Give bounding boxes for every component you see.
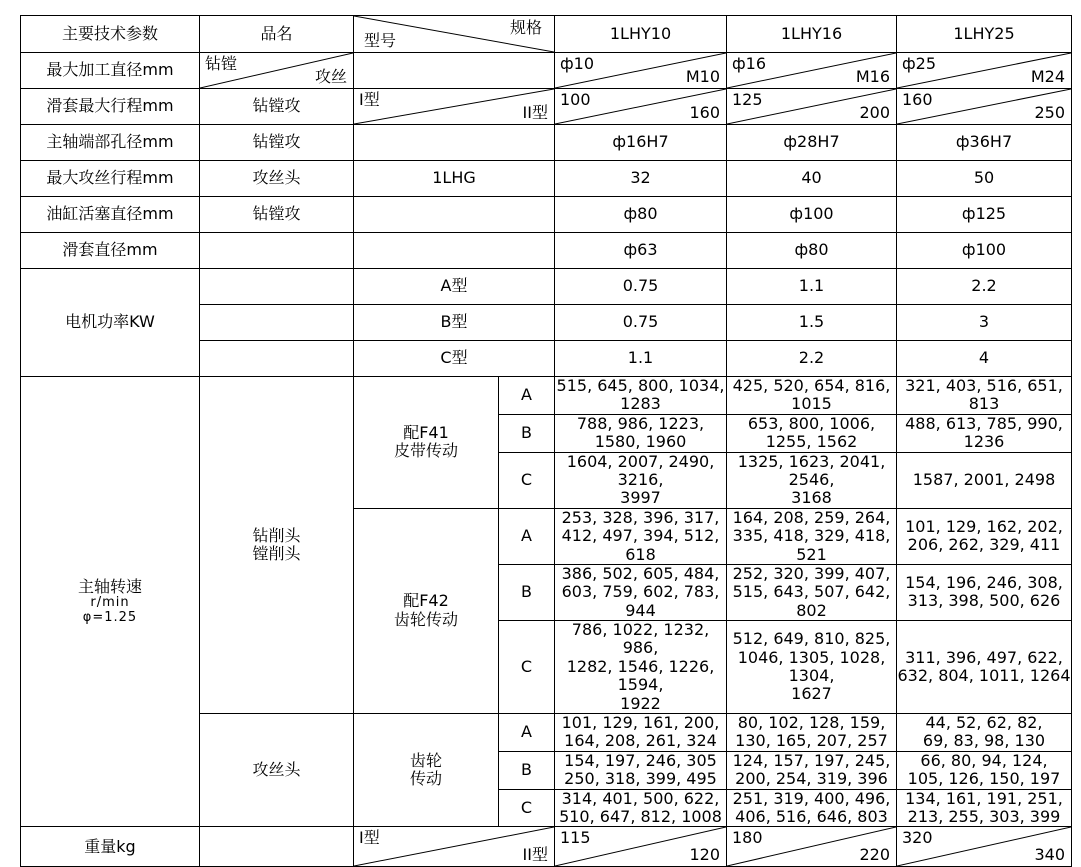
value-tap: M16	[855, 66, 890, 86]
tap-stroke-1lhy10: 32	[555, 161, 727, 197]
empty-cell	[200, 305, 354, 341]
type-ii: II型	[522, 844, 548, 864]
model-1lhy10: 1LHY10	[555, 16, 727, 53]
speed-cell: 786, 1022, 1232, 986, 1282, 1546, 1226, 1594, 1922	[555, 621, 727, 714]
type-key: B	[499, 414, 555, 452]
bore-head-label: 镗削头	[252, 544, 301, 564]
type-i: I型	[359, 828, 380, 848]
piston-1lhy10: ф80	[555, 197, 727, 233]
piston-1lhy16: ф100	[727, 197, 897, 233]
value-type-ii: 220	[859, 844, 890, 864]
value-type-i: 180	[732, 828, 763, 848]
row-stroke	[21, 89, 1072, 125]
value-type-ii: 160	[689, 102, 720, 122]
name-tap: 攻丝	[314, 66, 347, 86]
speed-cell: 1587, 2001, 2498	[897, 452, 1072, 508]
header-model: 型号	[364, 30, 397, 50]
speed-cell: 44, 52, 62, 82, 69, 83, 98, 130	[897, 714, 1072, 752]
name-max-dia	[200, 53, 354, 89]
power-a-1lhy10: 0.75	[555, 269, 727, 305]
empty-cell	[200, 233, 354, 269]
label-power: 电机功率KW	[21, 269, 200, 377]
speed-cell: 425, 520, 654, 816, 1015	[727, 377, 897, 415]
type-key: C	[499, 789, 555, 827]
empty-cell	[354, 197, 555, 233]
power-type-b: B型	[354, 305, 555, 341]
drill-head-label: 钻削头	[252, 525, 301, 545]
speed-cell: 1604, 2007, 2490, 3216, 3997	[555, 452, 727, 508]
value-type-i: 100	[560, 90, 591, 109]
tap-stroke-1lhy16: 40	[727, 161, 897, 197]
f41-label: 配F41	[403, 422, 449, 442]
label-tap-stroke: 最大攻丝行程mm	[21, 161, 200, 197]
type-key: A	[499, 508, 555, 564]
row-weight	[21, 827, 1072, 867]
model-1lhg: 1LHG	[354, 161, 555, 197]
empty-cell	[200, 827, 354, 867]
f42-label: 配F42	[403, 591, 449, 611]
empty-cell	[354, 125, 555, 161]
speed-cell: 124, 157, 197, 245, 200, 254, 319, 396	[727, 751, 897, 789]
gear-drive-label: 齿轮传动	[393, 609, 458, 629]
value-type-i: 115	[560, 828, 591, 848]
value-type-i: 160	[902, 90, 933, 109]
header-param: 主要技术参数	[21, 16, 200, 53]
value-type-ii: 250	[1034, 102, 1065, 122]
power-c-1lhy10: 1.1	[555, 341, 727, 377]
speed-cell: 488, 613, 785, 990, 1236	[897, 414, 1072, 452]
stroke-1lhy16	[727, 89, 897, 125]
row-max-dia	[21, 53, 1072, 89]
speed-cell: 164, 208, 259, 264, 335, 418, 329, 418, 521	[727, 508, 897, 564]
power-a-1lhy25: 2.2	[897, 269, 1072, 305]
speed-cell: 1325, 1623, 2041, 2546, 3168	[727, 452, 897, 508]
header-spec: 规格	[509, 18, 542, 37]
sleeve-1lhy25: ф100	[897, 233, 1072, 269]
power-type-c: C型	[354, 341, 555, 377]
row-power-a	[21, 269, 1072, 305]
name-piston: 钻镗攻	[200, 197, 354, 233]
type-key: B	[499, 564, 555, 620]
name-drill-head	[200, 377, 354, 714]
model-1lhy25: 1LHY25	[897, 16, 1072, 53]
name-tap-stroke: 攻丝头	[200, 161, 354, 197]
speed-title: 主轴转速	[77, 576, 142, 596]
power-type-a: A型	[354, 269, 555, 305]
weight-type	[354, 827, 555, 867]
speed-cell: 314, 401, 500, 622, 510, 647, 812, 1008	[555, 789, 727, 827]
stroke-1lhy10	[555, 89, 727, 125]
value-tap: M10	[685, 66, 720, 86]
type-ii: II型	[522, 102, 548, 122]
name-drill-bore: 钻镗	[205, 54, 238, 73]
header-name: 品名	[200, 16, 354, 53]
label-weight: 重量kg	[21, 827, 200, 867]
empty-cell	[354, 53, 555, 89]
drive-label: 传动	[409, 769, 442, 789]
power-b-1lhy16: 1.5	[727, 305, 897, 341]
name-stroke: 钻镗攻	[200, 89, 354, 125]
weight-1lhy25	[897, 827, 1072, 867]
label-sleeve: 滑套直径mm	[21, 233, 200, 269]
power-b-1lhy25: 3	[897, 305, 1072, 341]
speed-cell: 788, 986, 1223, 1580, 1960	[555, 414, 727, 452]
type-i: I型	[359, 90, 380, 109]
value-type-ii: 120	[689, 844, 720, 864]
value-drill: ф25	[902, 54, 937, 73]
speed-cell: 512, 649, 810, 825, 1046, 1305, 1028, 1304, 1627	[727, 621, 897, 714]
max-dia-1lhy16	[727, 53, 897, 89]
label-stroke: 滑套最大行程mm	[21, 89, 200, 125]
sleeve-1lhy10: ф63	[555, 233, 727, 269]
drive-f42	[354, 508, 499, 713]
row-speed-f41-a	[21, 377, 1072, 415]
tap-stroke-1lhy25: 50	[897, 161, 1072, 197]
max-dia-1lhy25	[897, 53, 1072, 89]
type-key: C	[499, 621, 555, 714]
max-dia-1lhy10	[555, 53, 727, 89]
power-c-1lhy16: 2.2	[727, 341, 897, 377]
belt-drive-label: 皮带传动	[393, 441, 458, 461]
power-b-1lhy10: 0.75	[555, 305, 727, 341]
spec-table	[20, 15, 1072, 867]
value-type-i: 125	[732, 90, 763, 109]
label-bore: 主轴端部孔径mm	[21, 125, 200, 161]
row-bore	[21, 125, 1072, 161]
speed-cell: 252, 320, 399, 407, 515, 643, 507, 642, 802	[727, 564, 897, 620]
speed-cell: 101, 129, 161, 200, 164, 208, 261, 324	[555, 714, 727, 752]
speed-cell: 253, 328, 396, 317, 412, 497, 394, 512, 618	[555, 508, 727, 564]
name-tap-head: 攻丝头	[200, 714, 354, 827]
name-bore: 钻镗攻	[200, 125, 354, 161]
empty-cell	[354, 233, 555, 269]
speed-cell: 311, 396, 497, 622, 632, 804, 1011, 1264	[897, 621, 1072, 714]
drive-gear	[354, 714, 499, 827]
type-key: B	[499, 751, 555, 789]
row-tap-stroke	[21, 161, 1072, 197]
value-tap: M24	[1030, 66, 1065, 86]
row-sleeve	[21, 233, 1072, 269]
speed-unit: r/min	[90, 594, 130, 610]
type-key: C	[499, 452, 555, 508]
empty-cell	[200, 341, 354, 377]
drive-f41	[354, 377, 499, 509]
power-c-1lhy25: 4	[897, 341, 1072, 377]
value-drill: ф10	[560, 54, 595, 73]
speed-cell: 154, 196, 246, 308, 313, 398, 500, 626	[897, 564, 1072, 620]
sleeve-1lhy16: ф80	[727, 233, 897, 269]
model-1lhy16: 1LHY16	[727, 16, 897, 53]
speed-cell: 386, 502, 605, 484, 603, 759, 602, 783, 944	[555, 564, 727, 620]
speed-cell: 251, 319, 400, 496, 406, 516, 646, 803	[727, 789, 897, 827]
speed-cell: 80, 102, 128, 159, 130, 165, 207, 257	[727, 714, 897, 752]
value-type-ii: 340	[1034, 844, 1065, 864]
speed-cell: 154, 197, 246, 305 250, 318, 399, 495	[555, 751, 727, 789]
bore-1lhy16: ф28H7	[727, 125, 897, 161]
row-piston	[21, 197, 1072, 233]
label-piston: 油缸活塞直径mm	[21, 197, 200, 233]
weight-1lhy16	[727, 827, 897, 867]
bore-1lhy25: ф36H7	[897, 125, 1072, 161]
speed-cell: 134, 161, 191, 251, 213, 255, 303, 399	[897, 789, 1072, 827]
type-key: A	[499, 714, 555, 752]
piston-1lhy25: ф125	[897, 197, 1072, 233]
bore-1lhy10: ф16H7	[555, 125, 727, 161]
speed-cell: 66, 80, 94, 124, 105, 126, 150, 197	[897, 751, 1072, 789]
empty-cell	[200, 269, 354, 305]
speed-ratio: φ=1.25	[82, 609, 138, 625]
type-key: A	[499, 377, 555, 415]
label-speed	[21, 377, 200, 827]
value-drill: ф16	[732, 54, 767, 73]
header-row	[21, 16, 1072, 53]
speed-cell: 515, 645, 800, 1034, 1283	[555, 377, 727, 415]
speed-cell: 653, 800, 1006, 1255, 1562	[727, 414, 897, 452]
gear-label: 齿轮	[409, 750, 442, 770]
label-max-dia: 最大加工直径mm	[21, 53, 200, 89]
header-spec-model	[354, 16, 555, 53]
value-type-ii: 200	[859, 102, 890, 122]
stroke-1lhy25	[897, 89, 1072, 125]
power-a-1lhy16: 1.1	[727, 269, 897, 305]
value-type-i: 320	[902, 828, 933, 848]
speed-cell: 321, 403, 516, 651, 813	[897, 377, 1072, 415]
speed-cell: 101, 129, 162, 202, 206, 262, 329, 411	[897, 508, 1072, 564]
stroke-type	[354, 89, 555, 125]
weight-1lhy10	[555, 827, 727, 867]
